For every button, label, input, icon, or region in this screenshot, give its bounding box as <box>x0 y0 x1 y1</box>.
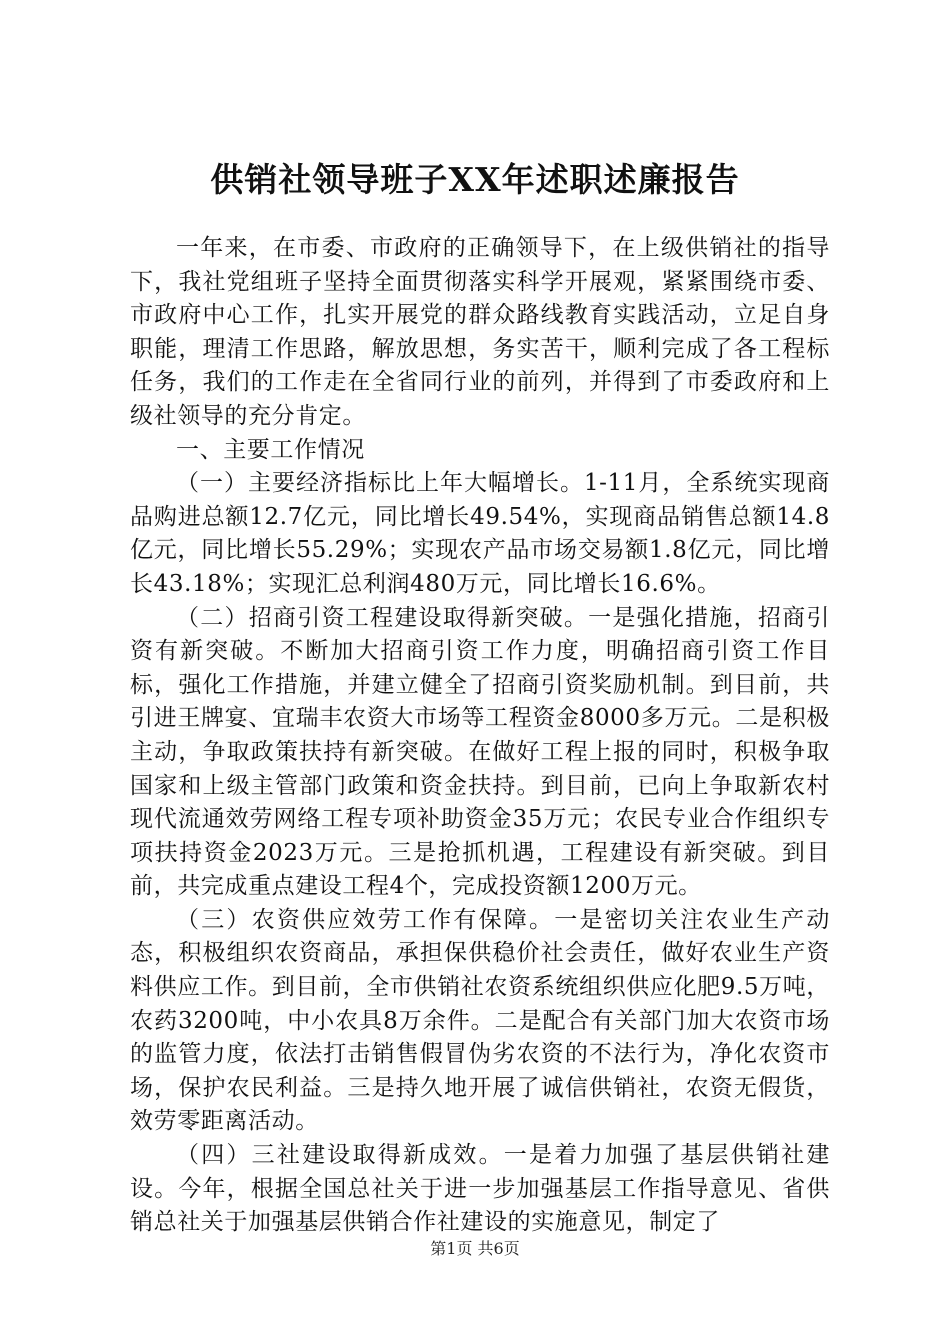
section-heading-main-work: 一、主要工作情况 <box>176 436 365 463</box>
paragraph-intro: 一年来，在市委、市政府的正确领导下，在上级供销社的指导下，我社党组班子坚持全面贯彻落实科学开展观，紧紧围绕市委、市政府中心工作，扎实开展党的群众路线教育实践活动，立足自身职能，理清工作思路，解放思想，务实苦干，顺利完成了各工程标任务，我们的工作走在全省同行业的前列，并得到了市委政府和上级社领导的充分肯定。 <box>130 235 830 429</box>
document-title: 供销社领导班子XX年述职述廉报告 <box>210 160 740 199</box>
paragraph-investment-projects: （二）招商引资工程建设取得新突破。一是强化措施，招商引资有新突破。不断加大招商引资工作力度，明确招商引资工作目标，强化工作措施，并建立健全了招商引资奖励机制。到目前，共引进王牌宴、宜瑞丰农资大市场等工程资金8000多万元。二是积极主动，争取政策扶持有新突破。在做好工程上报的同时，积极争取国家和上级主管部门政策和资金扶持。到目前，已向上争取新农村现代流通效劳网络工程专项补助资金35万元；农民专业合作组织专项扶持资金2023万元。三是抢抓机遇，工程建设有新突破。到目前，共完成重点建设工程4个，完成投资额1200万元。 <box>130 604 830 900</box>
paragraph-economic-indicators: （一）主要经济指标比上年大幅增长。1-11月，全系统实现商品购进总额12.7亿元，同比增长49.54%，实现商品销售总额14.8亿元，同比增长55.29%；实现农产品市场交易额1.8亿元，同比增长43.18%；实现汇总利润480万元，同比增长16.6%。 <box>130 470 830 597</box>
page-number: 第1页 共6页 <box>430 1239 520 1258</box>
paragraph-three-cooperatives: （四）三社建设取得新成效。一是着力加强了基层供销社建设。今年，根据全国总社关于进一步加强基层工作指导意见、省供销总社关于加强基层供销合作社建设的实施意见，制定了 <box>130 1142 830 1236</box>
document-body <box>130 232 830 1240</box>
paragraph-agricultural-supply: （三）农资供应效劳工作有保障。一是密切关注农业生产动态，积极组织农资商品，承担保供稳价社会责任，做好农业生产资料供应工作。到目前，全市供销社农资系统组织供应化肥9.5万吨，农药3200吨，中小农具8万余件。二是配合有关部门加大农资市场的监管力度，依法打击销售假冒伪劣农资的不法行为，净化农资市场，保护农民利益。三是持久地开展了诚信供销社，农资无假货，效劳零距离活动。 <box>130 906 830 1135</box>
